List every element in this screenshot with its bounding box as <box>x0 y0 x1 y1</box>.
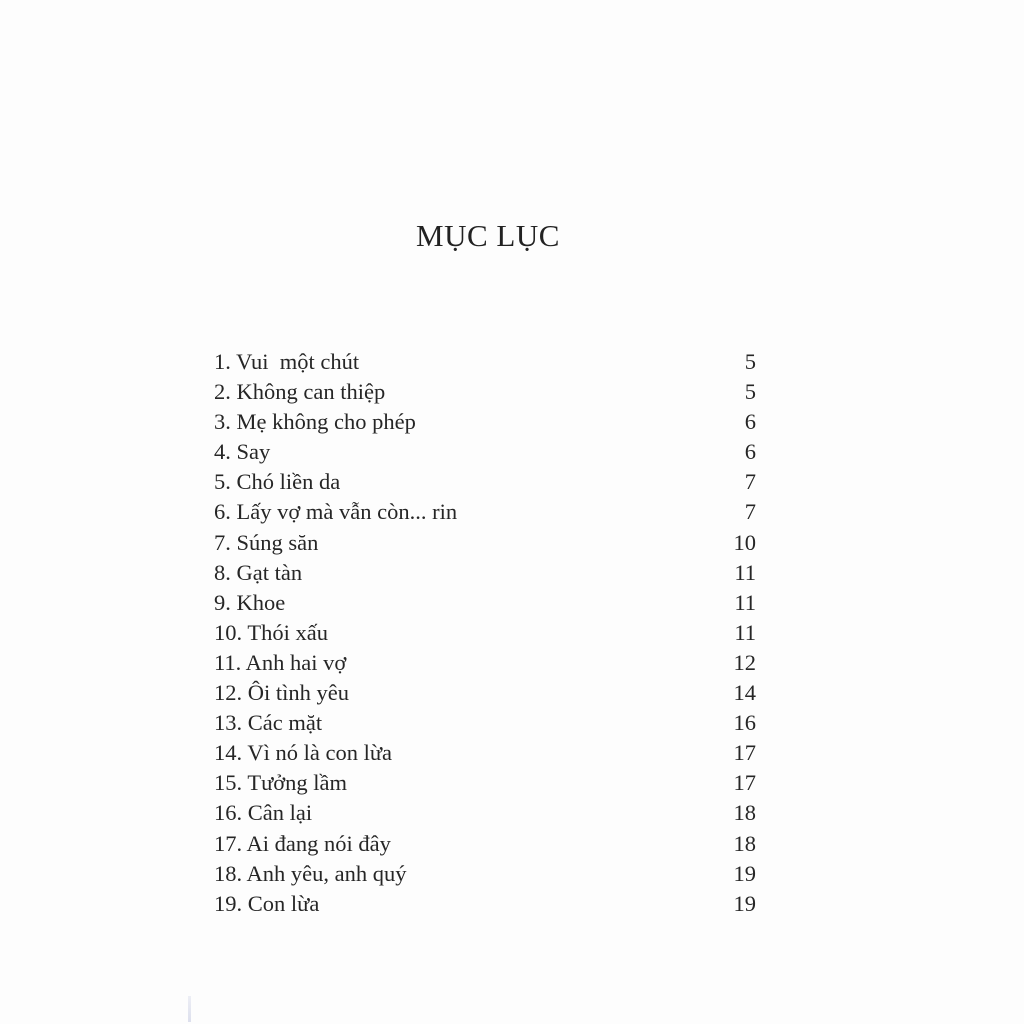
toc-entry-page: 5 <box>744 379 756 405</box>
toc-entry-page: 7 <box>744 469 756 495</box>
toc-entry-label: 12. Ôi tình yêu <box>214 680 349 706</box>
toc-entry-page: 11 <box>734 559 756 585</box>
toc-entry <box>214 347 756 377</box>
toc-entry-label: 18. Anh yêu, anh quý <box>214 860 407 886</box>
toc-entry-page: 10 <box>733 529 756 555</box>
toc-entry <box>214 588 756 618</box>
toc-entry-page: 17 <box>733 740 756 766</box>
toc-entry <box>214 678 756 708</box>
toc-entry-page: 6 <box>744 439 756 465</box>
toc-entry-label: 2. Không can thiệp <box>214 379 386 405</box>
toc-entry-page: 12 <box>733 649 756 675</box>
toc-entry-label: 6. Lấy vợ mà vẫn còn... rin <box>214 499 458 525</box>
toc-entry <box>214 768 756 798</box>
toc-entry-page: 16 <box>733 710 756 736</box>
scan-edge-mark <box>188 996 191 1022</box>
toc-entry-page: 18 <box>733 830 756 856</box>
toc-entry-page: 19 <box>733 860 756 886</box>
toc-entry-page: 14 <box>733 680 756 706</box>
toc-entry-label: 14. Vì nó là con lừa <box>214 740 393 766</box>
toc-entry-label: 8. Gạt tàn <box>214 559 303 585</box>
toc-entry <box>214 437 756 467</box>
toc-entry-label: 7. Súng săn <box>214 529 319 555</box>
toc-entry-label: 4. Say <box>214 439 271 465</box>
toc-entry-label: 1. Vui một chút <box>214 349 360 374</box>
toc-entry <box>214 497 756 527</box>
toc-entry-page: 11 <box>734 619 756 645</box>
toc-entry <box>214 859 756 889</box>
toc-entry <box>214 708 756 738</box>
toc-entry <box>214 738 756 768</box>
toc-entry-page: 17 <box>733 770 756 796</box>
toc-entry <box>214 618 756 648</box>
toc-entry-label: 16. Cân lại <box>214 800 313 826</box>
toc-entry-page: 6 <box>744 409 756 435</box>
table-of-contents <box>214 347 756 919</box>
toc-entry-label: 9. Khoe <box>214 589 286 615</box>
toc-entry <box>214 829 756 859</box>
toc-entry-page: 7 <box>744 499 756 525</box>
toc-entry-label: 13. Các mặt <box>214 710 323 736</box>
toc-entry <box>214 798 756 828</box>
toc-entry <box>214 889 756 919</box>
toc-entry-label: 11. Anh hai vợ <box>214 649 347 675</box>
toc-entry <box>214 528 756 558</box>
toc-entry <box>214 648 756 678</box>
toc-entry-label: 10. Thói xấu <box>214 619 328 645</box>
toc-entry <box>214 377 756 407</box>
page-title: MỤC LỤC <box>416 218 560 253</box>
toc-entry <box>214 467 756 497</box>
toc-entry-page: 11 <box>734 589 756 615</box>
toc-entry-page: 18 <box>733 800 756 826</box>
toc-entry <box>214 558 756 588</box>
toc-entry-label: 5. Chó liền da <box>214 469 341 495</box>
toc-entry-label: 17. Ai đang nói đây <box>214 830 391 856</box>
toc-entry-page: 19 <box>733 890 756 916</box>
toc-entry-label: 15. Tưởng lầm <box>214 770 348 796</box>
toc-entry-label: 19. Con lừa <box>214 890 320 916</box>
toc-entry-page: 5 <box>744 349 756 374</box>
toc-entry <box>214 407 756 437</box>
toc-entry-label: 3. Mẹ không cho phép <box>214 409 416 435</box>
